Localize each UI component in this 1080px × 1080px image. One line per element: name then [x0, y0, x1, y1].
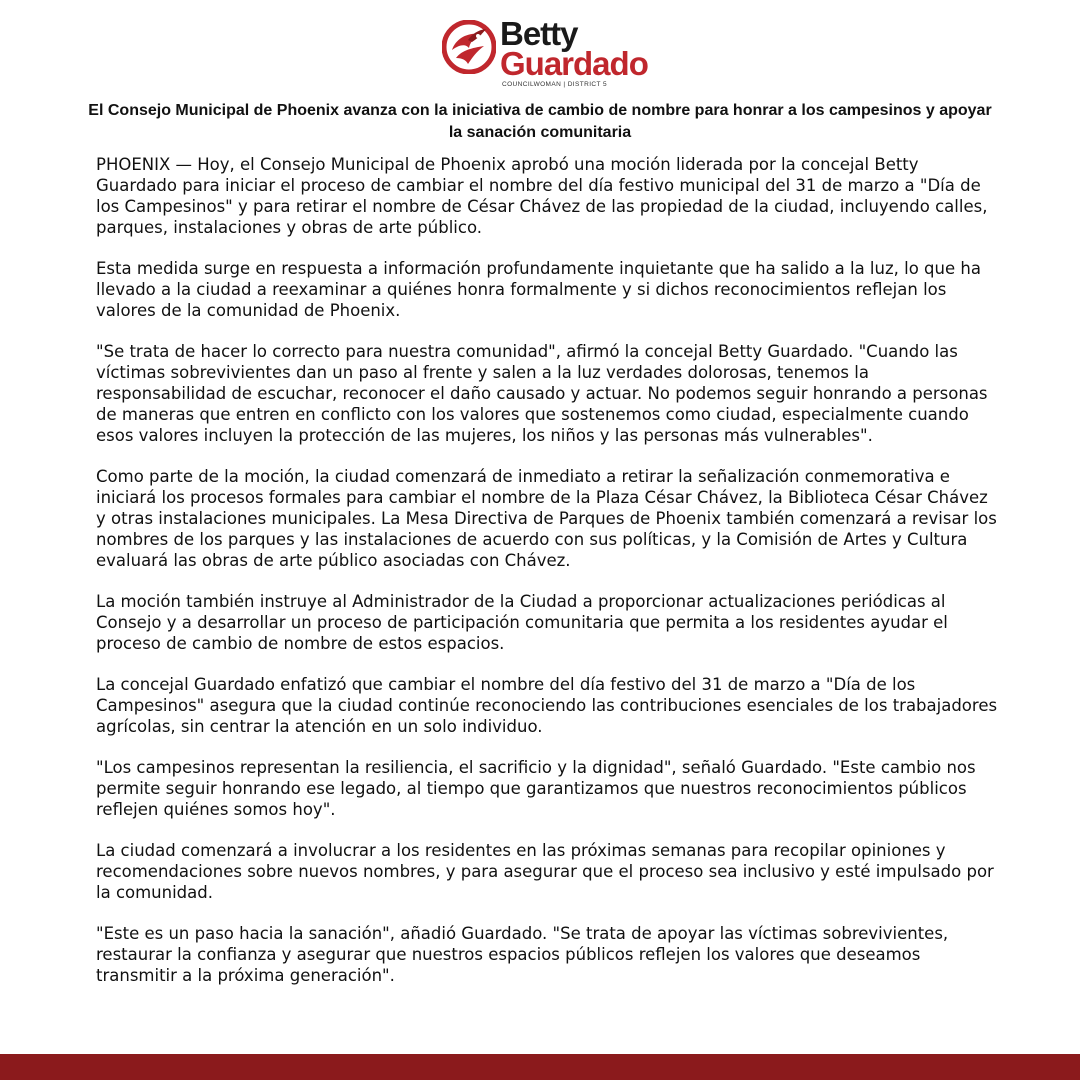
- phoenix-bird-icon: [442, 20, 496, 74]
- brand-first-name: Betty: [500, 15, 578, 52]
- paragraph: "Se trata de hacer lo correcto para nuestra comunidad", afirmó la concejal Betty Guardado. "Cuando las víctimas sobrevivientes dan un paso al frente y salen a la luz verdades dolorosas, tenemos la responsabilidad de escuchar, reconocer el daño causado y actuar. No podemos seguir honrando a personas de maneras que entren en conflicto con los valores que sostenemos como ciudad, especialmente cuando esos valores incluyen la protección de las mujeres, los niños y las personas más vulnerables".: [96, 342, 988, 445]
- brand-logo: [442, 15, 648, 92]
- press-release-headline: El Consejo Municipal de Phoenix avanza con la iniciativa de cambio de nombre para honrar a los campesinos y apoyar la sanación comunitaria: [88, 102, 992, 141]
- paragraph: La ciudad comenzará a involucrar a los residentes en las próximas semanas para recopilar opiniones y recomendaciones sobre nuevos nombres, y para asegurar que el proceso sea inclusivo y esté impulsado por la comunidad.: [96, 841, 994, 902]
- paragraph: PHOENIX — Hoy, el Consejo Municipal de Phoenix aprobó una moción liderada por la concejal Betty Guardado para iniciar el proceso de cambiar el nombre del día festivo municipal del 31 de marzo a "Día de los Campesinos" y para retirar el nombre de César Chávez de las propiedad de la ciudad, incluyendo calles, parques, instalaciones y obras de arte público.: [96, 155, 988, 237]
- paragraph: Como parte de la moción, la ciudad comenzará de inmediato a retirar la señalización conmemorativa e iniciará los procesos formales para cambiar el nombre de la Plaza César Chávez, la Biblioteca César Chávez y otras instalaciones municipales. La Mesa Directiva de Parques de Phoenix también comenzará a revisar los nombres de los parques y las instalaciones de acuerdo con sus políticas, y la Comisión de Artes y Cultura evaluará las obras de arte público asociadas con Chávez.: [96, 467, 997, 570]
- paragraph: Esta medida surge en respuesta a información profundamente inquietante que ha salido a la luz, lo que ha llevado a la ciudad a reexaminar a quiénes honra formalmente y si dichos reconocimientos reflejan los valores de la comunidad de Phoenix.: [96, 259, 981, 320]
- paragraph: La concejal Guardado enfatizó que cambiar el nombre del día festivo del 31 de marzo a "Día de los Campesinos" asegura que la ciudad continúe reconociendo las contribuciones esenciales de los trabajadores agrícolas, sin centrar la atención en un solo individuo.: [96, 675, 998, 736]
- brand-subtitle: COUNCILWOMAN | DISTRICT 5: [502, 81, 607, 88]
- paragraph: "Los campesinos representan la resiliencia, el sacrificio y la dignidad", señaló Guardado. "Este cambio nos permite seguir honrando ese legado, al tiempo que garantizamos que nuestros reconocimientos públicos reflejen quiénes somos hoy".: [96, 758, 976, 819]
- brand-last-name: Guardado: [500, 45, 648, 82]
- footer-bar: [0, 1054, 1080, 1080]
- paragraph: La moción también instruye al Administrador de la Ciudad a proporcionar actualizaciones periódicas al Consejo y a desarrollar un proceso de participación comunitaria que permita a los residentes ayudar el proceso de cambio de nombre de estos espacios.: [96, 592, 948, 653]
- press-release-body: [96, 154, 1000, 1006]
- paragraph: "Este es un paso hacia la sanación", añadió Guardado. "Se trata de apoyar las víctimas sobrevivientes, restaurar la confianza y asegurar que nuestros espacios públicos reflejen los valores que deseamos transmitir a la próxima generación".: [96, 924, 949, 985]
